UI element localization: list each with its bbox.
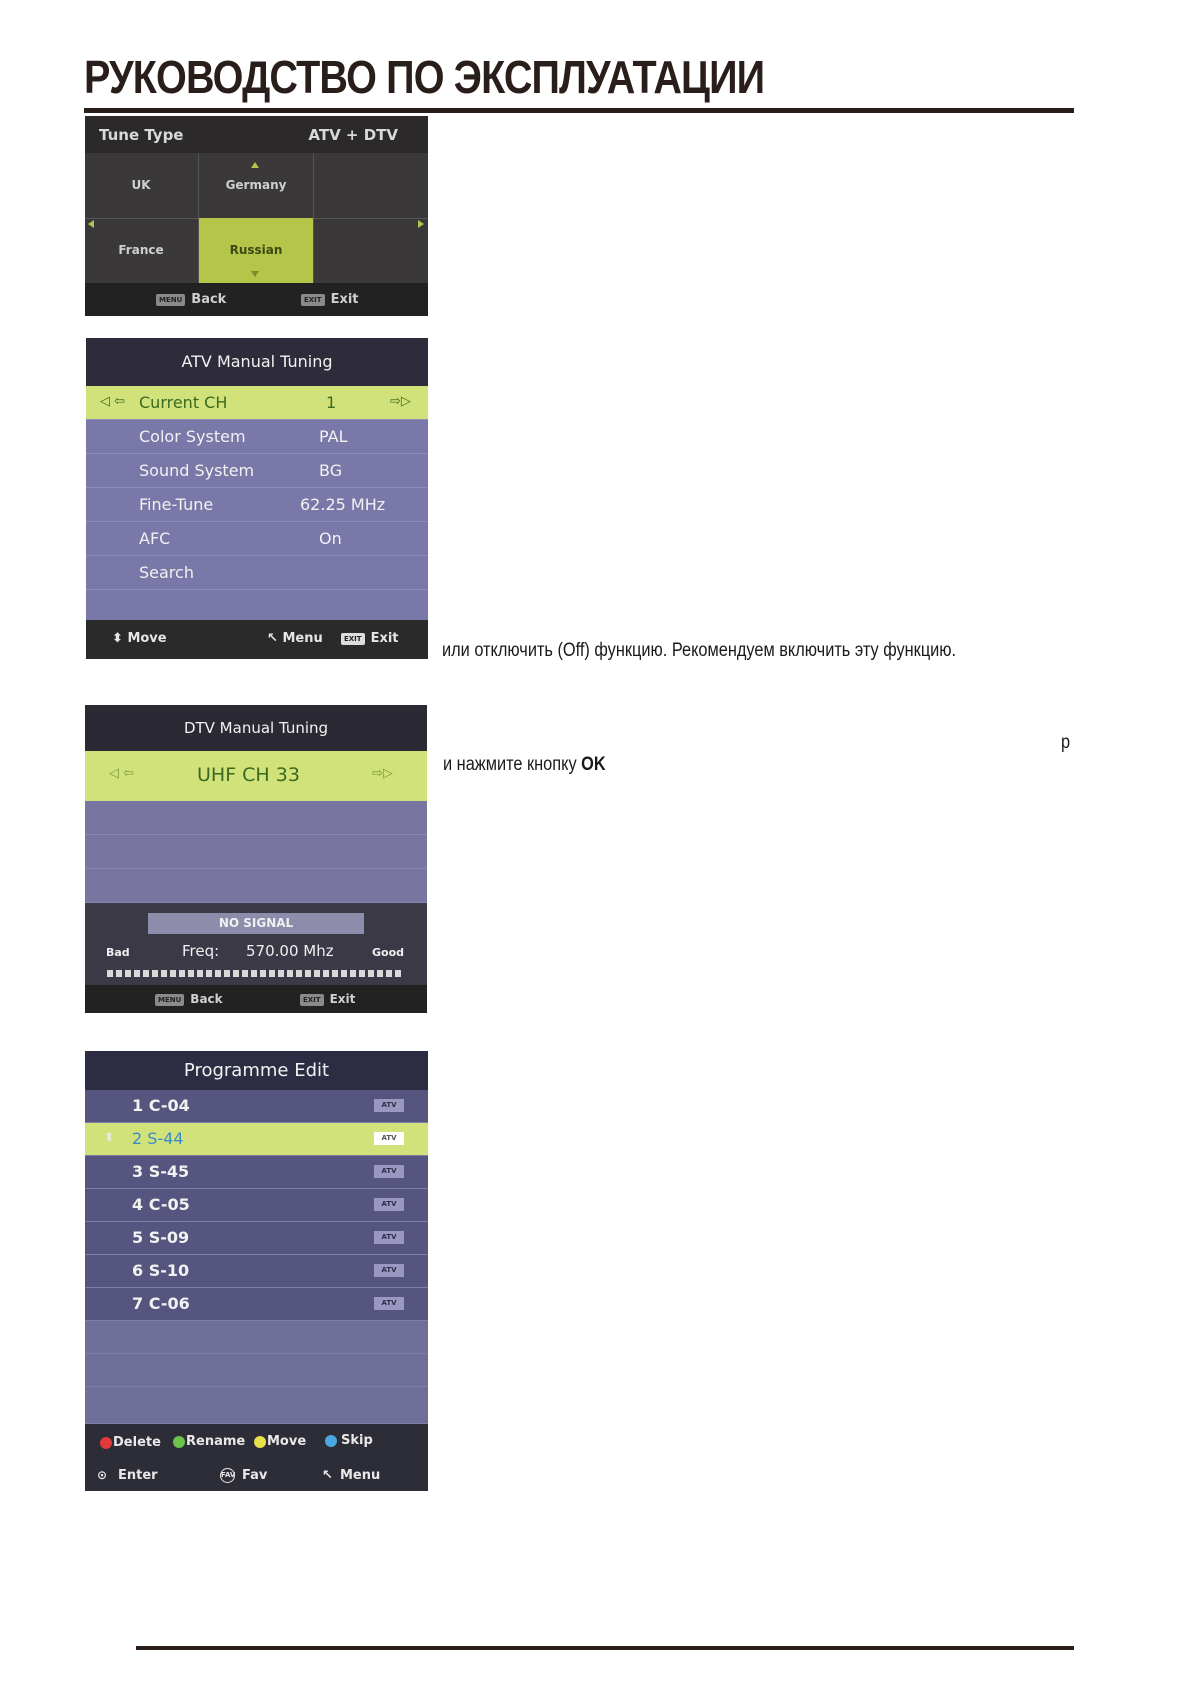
signal-segment bbox=[206, 970, 212, 977]
atv-footer bbox=[86, 620, 428, 659]
move-hint bbox=[112, 631, 167, 646]
programme-label: 2 S-44 bbox=[132, 1129, 184, 1148]
atv-row-label: Color System bbox=[139, 427, 246, 446]
country-uk[interactable]: UK bbox=[131, 178, 151, 192]
empty-row bbox=[85, 1387, 428, 1424]
signal-segment bbox=[179, 970, 185, 977]
tune-type-mode: ATV + DTV bbox=[308, 126, 398, 144]
signal-segment bbox=[152, 970, 158, 977]
signal-segment bbox=[125, 970, 131, 977]
programme-label: 1 C-04 bbox=[132, 1096, 190, 1115]
programme-edit-footer bbox=[85, 1424, 428, 1491]
atv-row-label: AFC bbox=[139, 529, 171, 548]
signal-segment bbox=[170, 970, 176, 977]
atv-row-label: Sound System bbox=[139, 461, 255, 480]
atv-row-search[interactable] bbox=[86, 556, 428, 590]
programme-label: 7 C-06 bbox=[132, 1294, 190, 1313]
exit-label: Exit bbox=[329, 992, 356, 1006]
enter-hint: Enter bbox=[118, 1468, 158, 1483]
exit-label: Exit bbox=[370, 631, 399, 646]
back-hint bbox=[155, 992, 223, 1006]
blue-button-icon bbox=[325, 1435, 337, 1447]
dtv-title: DTV Manual Tuning bbox=[85, 705, 427, 751]
programme-row[interactable] bbox=[85, 1189, 428, 1222]
signal-segment bbox=[188, 970, 194, 977]
exit-hint bbox=[341, 631, 399, 646]
dtv-manual-tuning-screenshot bbox=[85, 705, 427, 1013]
left-arrow-icon: ◁ ⇦ bbox=[100, 394, 126, 409]
exit-key-icon: EXIT bbox=[341, 633, 365, 645]
atv-row-current-ch[interactable] bbox=[86, 386, 428, 420]
signal-strength-bar bbox=[107, 962, 407, 970]
programme-row[interactable] bbox=[85, 1255, 428, 1288]
skip-hint: Skip bbox=[341, 1433, 373, 1448]
move-label: Move bbox=[127, 631, 167, 646]
atv-row-fine-tune[interactable] bbox=[86, 488, 428, 522]
programme-label: 5 S-09 bbox=[132, 1228, 190, 1247]
ok-instruction-text: и нажмите кнопку bbox=[443, 754, 577, 775]
signal-segment bbox=[233, 970, 239, 977]
arrow-down-icon bbox=[251, 271, 259, 277]
exit-label: Exit bbox=[330, 292, 359, 307]
return-icon: ↖ bbox=[322, 1468, 333, 1483]
arrow-right-icon bbox=[418, 220, 424, 228]
programme-type-badge: ATV bbox=[374, 1132, 404, 1145]
exit-key-icon: EXIT bbox=[301, 294, 325, 306]
atv-row-label: Fine-Tune bbox=[139, 495, 214, 514]
programme-type-badge: ATV bbox=[374, 1099, 404, 1112]
afc-description: или отключить (Off) функцию. Рекомендуем включить эту функцию. bbox=[442, 640, 957, 661]
atv-manual-tuning-screenshot bbox=[86, 338, 428, 659]
yellow-button-icon bbox=[254, 1436, 266, 1448]
signal-segment bbox=[260, 970, 266, 977]
fav-hint: Fav bbox=[242, 1468, 268, 1483]
menu-hint: Menu bbox=[340, 1468, 381, 1483]
delete-hint: Delete bbox=[113, 1435, 161, 1450]
atv-row-label: Search bbox=[139, 563, 194, 582]
ok-instruction bbox=[443, 754, 606, 776]
signal-segment bbox=[215, 970, 221, 977]
programme-label: 6 S-10 bbox=[132, 1261, 190, 1280]
freq-label: Freq: bbox=[182, 942, 220, 960]
signal-segment bbox=[161, 970, 167, 977]
return-icon: ↖ bbox=[267, 631, 278, 646]
signal-segment bbox=[368, 970, 374, 977]
programme-row[interactable] bbox=[85, 1090, 428, 1123]
signal-segment bbox=[224, 970, 230, 977]
programme-label: 3 S-45 bbox=[132, 1162, 190, 1181]
arrow-left-icon bbox=[88, 220, 94, 228]
programme-label: 4 C-05 bbox=[132, 1195, 190, 1214]
programme-type-badge: ATV bbox=[374, 1231, 404, 1244]
signal-segment bbox=[296, 970, 302, 977]
signal-segment bbox=[341, 970, 347, 977]
signal-bad-label: Bad bbox=[106, 946, 130, 959]
ok-key-label: OK bbox=[581, 754, 606, 775]
back-label: Back bbox=[191, 292, 227, 307]
exit-hint bbox=[300, 992, 355, 1006]
atv-row-label: Current CH bbox=[139, 393, 228, 412]
atv-row-sound-system[interactable] bbox=[86, 454, 428, 488]
signal-segment bbox=[116, 970, 122, 977]
freq-value: 570.00 Mhz bbox=[246, 942, 334, 960]
rename-hint: Rename bbox=[186, 1434, 246, 1449]
dtv-channel-row[interactable] bbox=[85, 751, 427, 801]
signal-segment bbox=[242, 970, 248, 977]
tune-type-screenshot bbox=[85, 116, 428, 316]
signal-segment bbox=[323, 970, 329, 977]
signal-segment bbox=[395, 970, 401, 977]
menu-label: Menu bbox=[282, 631, 323, 646]
tune-type-header bbox=[85, 116, 428, 153]
signal-segment bbox=[377, 970, 383, 977]
signal-segment bbox=[197, 970, 203, 977]
signal-segment bbox=[386, 970, 392, 977]
empty-row bbox=[85, 1354, 428, 1387]
move-hint: Move bbox=[267, 1434, 307, 1449]
left-arrow-icon: ◁ ⇦ bbox=[109, 766, 135, 781]
signal-good-label: Good bbox=[372, 946, 405, 959]
tune-type-footer bbox=[85, 283, 428, 316]
right-arrow-icon: ⇨▷ bbox=[372, 766, 393, 781]
atv-title: ATV Manual Tuning bbox=[86, 338, 428, 386]
programme-row[interactable] bbox=[85, 1288, 428, 1321]
programme-edit-title: Programme Edit bbox=[85, 1051, 428, 1090]
programme-row[interactable] bbox=[85, 1156, 428, 1189]
exit-key-icon: EXIT bbox=[300, 994, 324, 1006]
arrow-up-icon bbox=[251, 162, 259, 168]
menu-key-icon: MENU bbox=[155, 994, 184, 1006]
programme-type-badge: ATV bbox=[374, 1198, 404, 1211]
atv-row-color-system[interactable] bbox=[86, 420, 428, 454]
menu-hint bbox=[267, 631, 323, 646]
green-button-icon bbox=[173, 1436, 185, 1448]
programme-edit-screenshot bbox=[85, 1051, 428, 1491]
signal-segment bbox=[107, 970, 113, 977]
ok-circle-icon: ⊙ bbox=[97, 1468, 108, 1482]
atv-row-afc[interactable] bbox=[86, 522, 428, 556]
signal-segment bbox=[143, 970, 149, 977]
country-russian[interactable]: Russian bbox=[229, 243, 283, 257]
signal-segment bbox=[350, 970, 356, 977]
signal-segment bbox=[251, 970, 257, 977]
signal-segment bbox=[314, 970, 320, 977]
programme-type-badge: ATV bbox=[374, 1165, 404, 1178]
back-label: Back bbox=[190, 992, 223, 1006]
empty-row bbox=[85, 1321, 428, 1354]
programme-type-badge: ATV bbox=[374, 1297, 404, 1310]
empty-row bbox=[85, 801, 427, 835]
signal-segment bbox=[359, 970, 365, 977]
atv-row-value: On bbox=[319, 529, 342, 548]
programme-row[interactable] bbox=[85, 1222, 428, 1255]
up-down-arrows-icon: ⬍ bbox=[112, 631, 123, 646]
up-down-arrows-icon: ⬍ bbox=[104, 1130, 115, 1144]
country-france[interactable]: France bbox=[118, 243, 164, 257]
right-arrow-icon: ⇨▷ bbox=[390, 394, 411, 409]
country-germany[interactable]: Germany bbox=[225, 178, 287, 192]
programme-row-selected[interactable] bbox=[85, 1123, 428, 1156]
atv-row-value: BG bbox=[319, 461, 343, 480]
page-title: РУКОВОДСТВО ПО ЭКСПЛУАТАЦИИ bbox=[84, 51, 765, 103]
red-button-icon bbox=[100, 1437, 112, 1449]
empty-row bbox=[85, 835, 427, 869]
dtv-footer bbox=[85, 985, 427, 1013]
atv-row-value: 1 bbox=[326, 393, 337, 412]
text-fragment: р bbox=[1061, 732, 1071, 753]
title-rule bbox=[84, 108, 1074, 113]
dtv-channel: UHF CH 33 bbox=[197, 764, 300, 786]
signal-segment bbox=[278, 970, 284, 977]
tune-type-title: Tune Type bbox=[99, 126, 184, 144]
atv-row-value: 62.25 MHz bbox=[300, 495, 386, 514]
atv-row-value: PAL bbox=[319, 427, 348, 446]
empty-row bbox=[85, 869, 427, 903]
signal-segment bbox=[134, 970, 140, 977]
signal-segment bbox=[287, 970, 293, 977]
menu-key-icon: MENU bbox=[156, 294, 185, 306]
fav-key-icon: FAV bbox=[220, 1468, 235, 1483]
signal-segment bbox=[305, 970, 311, 977]
programme-type-badge: ATV bbox=[374, 1264, 404, 1277]
signal-segment bbox=[332, 970, 338, 977]
back-hint bbox=[156, 292, 226, 307]
exit-hint bbox=[301, 292, 359, 307]
bottom-rule bbox=[136, 1646, 1074, 1650]
signal-segment bbox=[269, 970, 275, 977]
signal-status: NO SIGNAL bbox=[148, 913, 364, 934]
